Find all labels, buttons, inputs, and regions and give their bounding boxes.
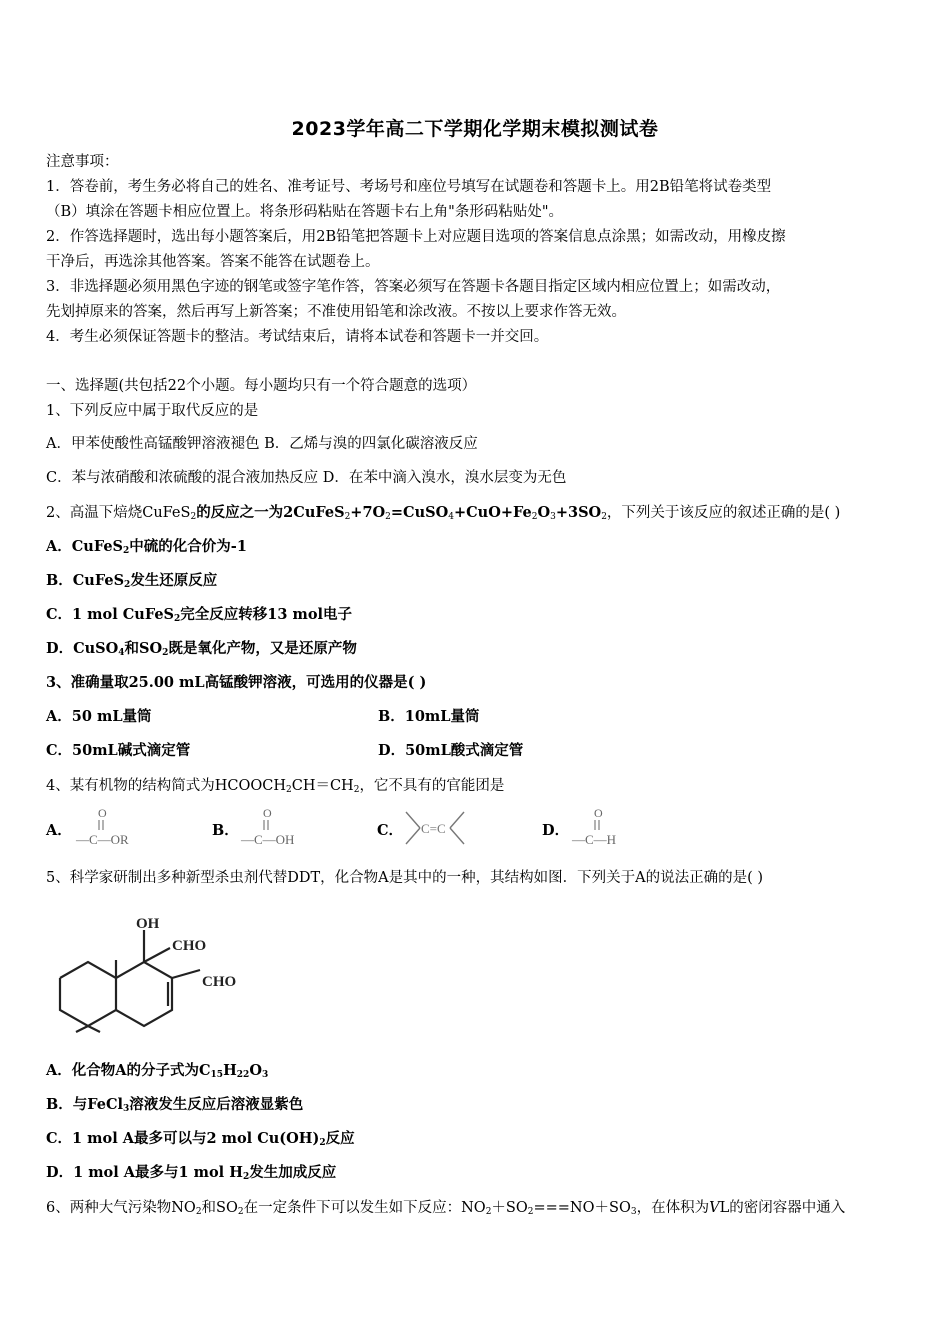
fb-oxygen: O — [263, 806, 272, 820]
cho-label-2: CHO — [202, 974, 237, 990]
q1-options-cd: C．苯与浓硝酸和浓硫酸的混合液加热反应 D．在苯中滴入溴水，溴水层变为无色 — [46, 470, 567, 486]
fa-chain: —C—OR — [76, 832, 129, 847]
section-heading: 一、选择题(共包括22个小题。每小题均只有一个符合题意的选项） — [46, 378, 477, 394]
q3-option-a: A．50 mL量筒 — [46, 708, 152, 725]
q2-stem: 2、高温下焙烧CuFeS$_2$的反应之一为$2CuFeS_2+7O_2=CuSO_4+CuO+Fe_2O_3+3SO_2$，下列关于该反应的叙述正确的是( ) — [46, 504, 841, 522]
compound-a-structure — [48, 908, 268, 1033]
notice-line: 2．作答选择题时，选出每小题答案后，用2B铅笔把答题卡上对应题目选项的答案信息点涂黑；如需改动，用橡皮擦 — [46, 229, 786, 245]
aldehyde-group-diagram — [566, 803, 658, 851]
q5-option-d: D．1 mol A最多与1 mol $H_2$发生加成反应 — [46, 1164, 337, 1182]
carboxyl-group-diagram — [235, 803, 327, 851]
q4-stem: 4、某有机物的结构简式为$HCOOCH_2CH=CH_2$，它不具有的官能团是 — [46, 778, 505, 795]
notice-line: 1．答卷前，考生务必将自己的姓名、准考证号、考场号和座位号填写在试题卷和答题卡上。用2B铅笔将试卷类型 — [46, 179, 772, 195]
q3-option-d: D．50mL酸式滴定管 — [378, 742, 524, 759]
fc-text: C=C — [421, 821, 446, 836]
q4-option-b-label: B． — [212, 822, 239, 839]
q1-stem: 1、下列反应中属于取代反应的是 — [46, 403, 259, 419]
q6-stem: 6、两种大气污染物$NO_2$和$SO_2$在一定条件下可以发生如下反应：$NO_2+SO_2===NO+SO_3$，在体积为VL的密闭容器中通入 — [46, 1200, 846, 1217]
q5-option-a: A．化合物A的分子式为$C_{15}H_{22}O_3$ — [46, 1062, 269, 1080]
q5-option-c: C．1 mol A最多可以与2 mol $Cu(OH)_2$反应 — [46, 1130, 355, 1148]
page-title: 2023学年高二下学期化学期末模拟测试卷 — [291, 118, 659, 140]
q4-option-c-label: C． — [377, 822, 404, 839]
alkene-group-diagram — [400, 806, 470, 850]
q3-option-b: B．10mL量筒 — [378, 708, 480, 725]
notice-line: 3．非选择题必须用黑色字迹的钢笔或签字笔作答，答案必须写在答题卡各题目指定区域内相应位置上；如需改动， — [46, 279, 781, 295]
q3-option-c: C．50mL碱式滴定管 — [46, 742, 191, 759]
q4-option-a-label: A． — [46, 822, 72, 839]
q2-option-c: C．1 mol CuFeS$_2$完全反应转移13 mol电子 — [46, 606, 353, 624]
fd-chain: —C—H — [572, 832, 617, 847]
q2-option-d: D．CuSO$_4$和$SO_2$既是氧化产物，又是还原产物 — [46, 640, 357, 658]
q2-option-a: A．CuFeS$_2$中硫的化合价为-1 — [46, 538, 247, 556]
fd-oxygen: O — [594, 806, 603, 820]
fa-oxygen: O — [98, 806, 107, 820]
notice-line: 先划掉原来的答案，然后再写上新答案；不准使用铅笔和涂改液。不按以上要求作答无效。 — [46, 304, 626, 320]
oh-label: OH — [136, 916, 160, 932]
notice-line: 干净后，再选涂其他答案。答案不能答在试题卷上。 — [46, 254, 380, 270]
fb-chain: —C—OH — [241, 832, 295, 847]
q5-stem: 5、科学家研制出多种新型杀虫剂代替DDT，化合物A是其中的一种，其结构如图．下列关于A的说法正确的是( ) — [46, 870, 764, 886]
notice-line: （B）填涂在答题卡相应位置上。将条形码粘贴在答题卡右上角"条形码粘贴处"。 — [46, 204, 563, 220]
q5-option-b: B．与FeCl$_3$溶液发生反应后溶液显紫色 — [46, 1096, 304, 1114]
q1-options-ab: A．甲苯使酸性高锰酸钾溶液褪色 B．乙烯与溴的四氯化碳溶液反应 — [46, 436, 478, 452]
q3-stem: 3、准确量取25.00 mL高锰酸钾溶液，可选用的仪器是( ) — [46, 674, 427, 691]
notice-heading: 注意事项： — [46, 154, 119, 170]
ester-group-diagram — [70, 803, 162, 851]
q2-option-b: B．CuFeS$_2$发生还原反应 — [46, 572, 218, 590]
cho-label-1: CHO — [172, 938, 207, 954]
q4-option-d-label: D． — [542, 822, 570, 839]
notice-line: 4．考生必须保证答题卡的整洁。考试结束后，请将本试卷和答题卡一并交回。 — [46, 329, 549, 345]
